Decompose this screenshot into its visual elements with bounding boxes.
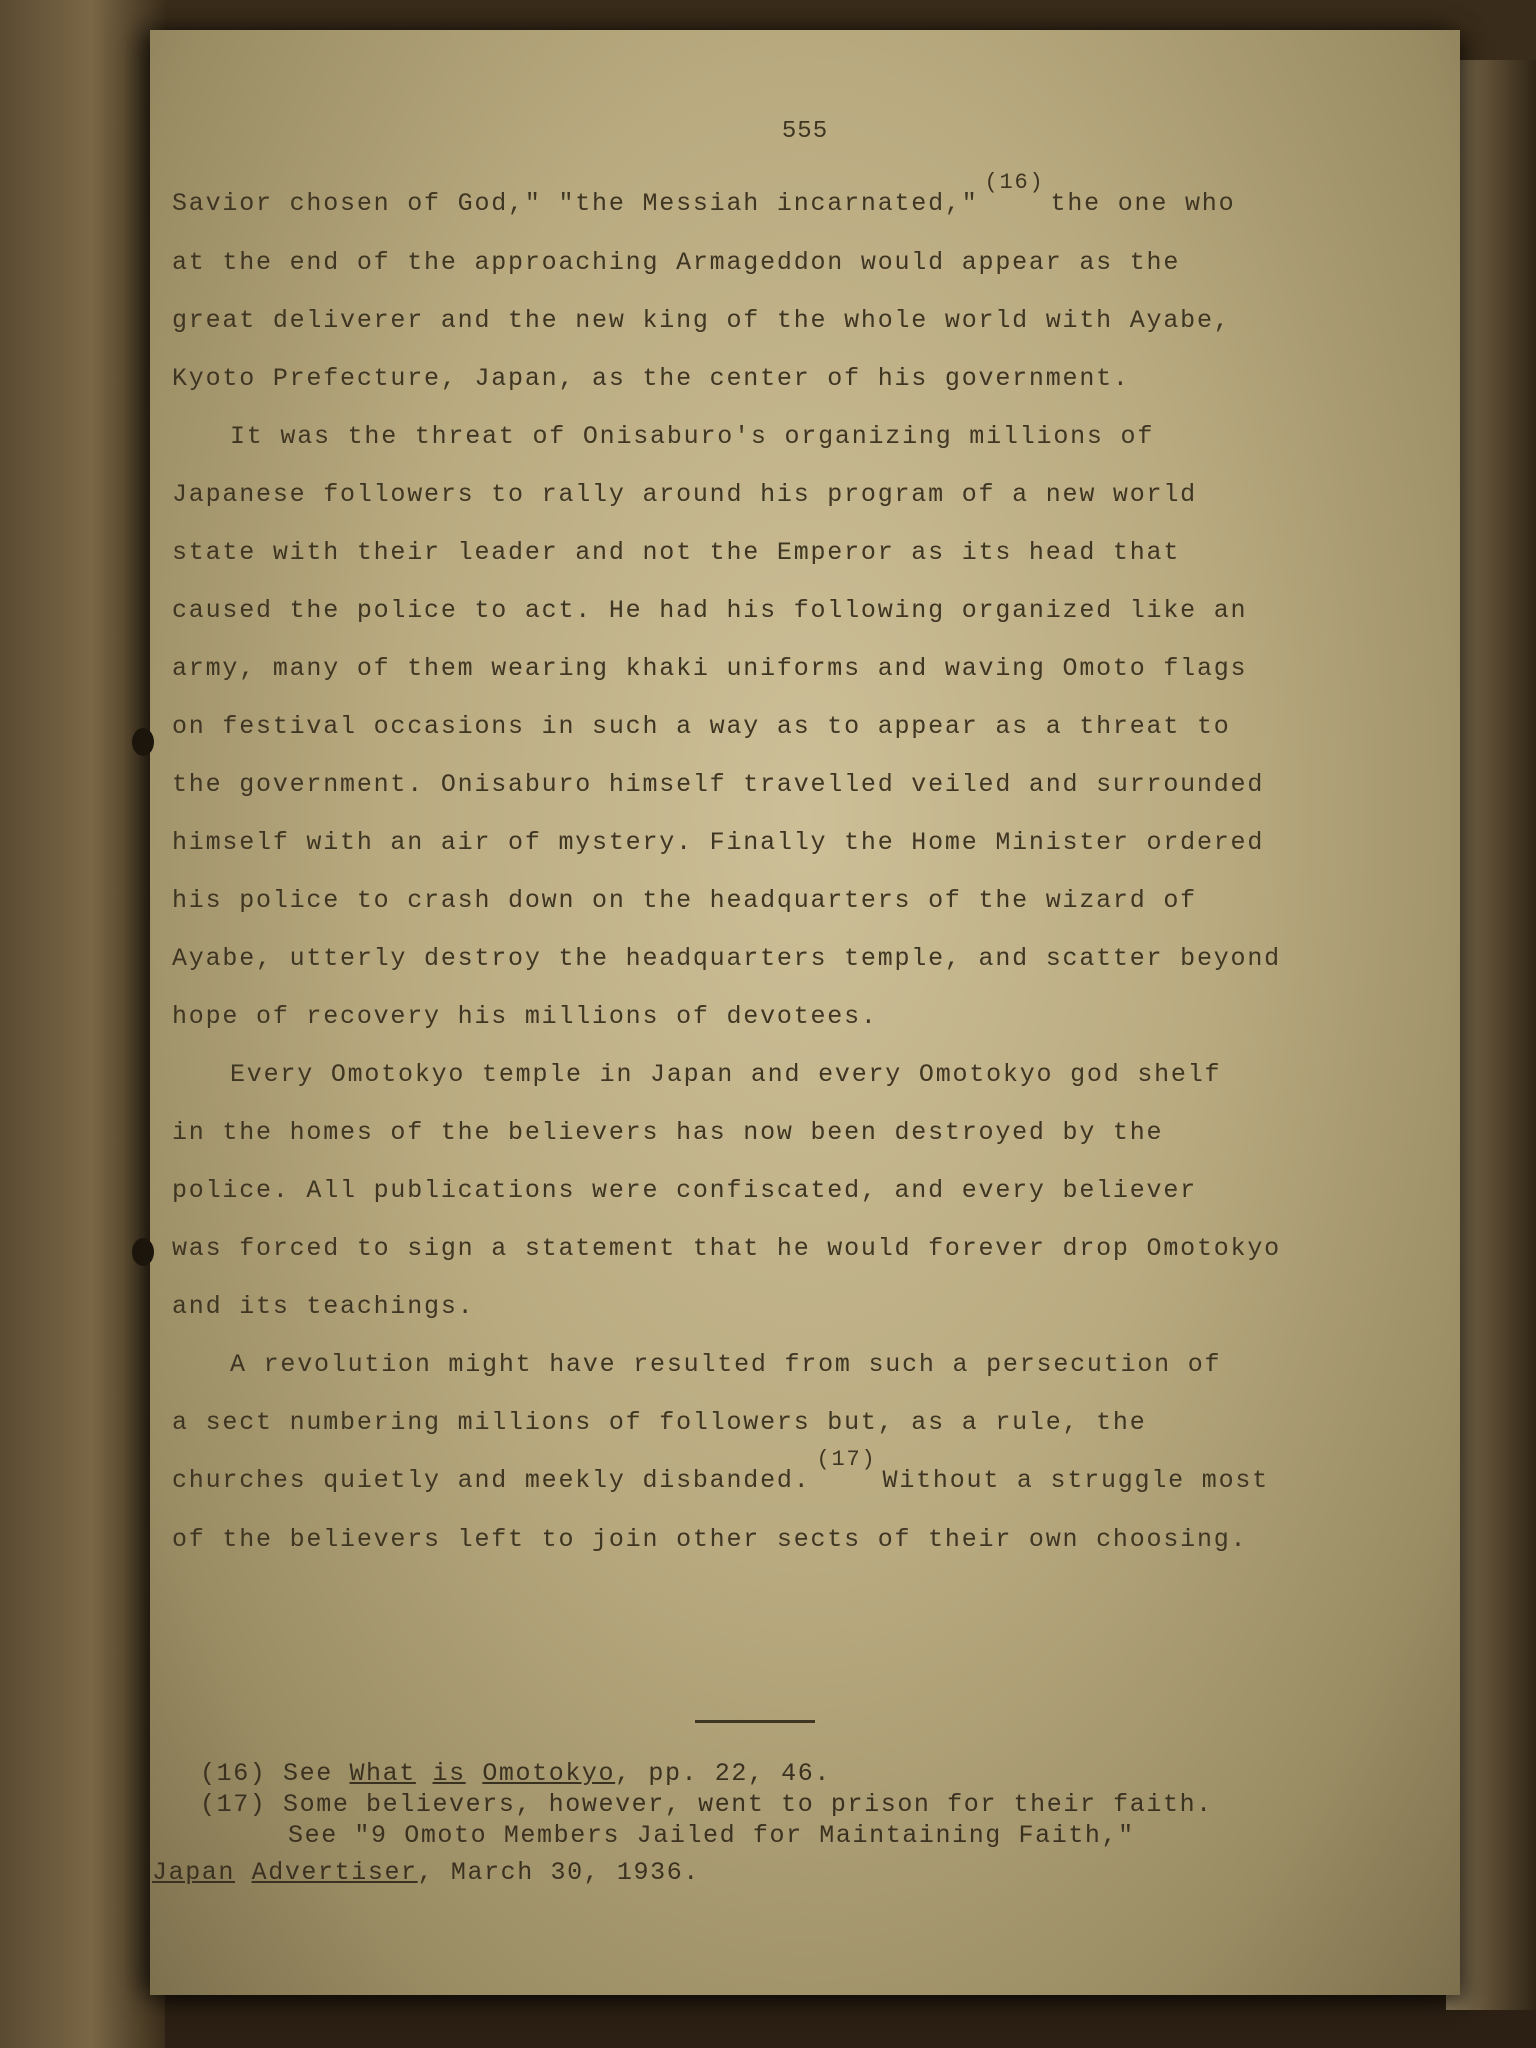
binding-hole — [132, 728, 154, 756]
cited-title-word: is — [432, 1759, 466, 1788]
text-line — [172, 1447, 1442, 1511]
text-line — [172, 1220, 1442, 1278]
line-text: himself with an air of mystery. Finally the Home Minister ordered — [172, 828, 1265, 857]
line-text: a sect numbering millions of followers but, as a rule, the — [172, 1408, 1147, 1437]
document-page — [150, 30, 1460, 1995]
footnote-number: (17) — [200, 1790, 267, 1819]
footnote-number: (16) — [200, 1759, 267, 1788]
text-line — [172, 408, 1442, 466]
footnote-text: Some believers, however, went to prison for their faith. — [283, 1790, 1213, 1819]
line-text: churches quietly and meekly disbanded. — [172, 1466, 811, 1495]
line-text: hope of recovery his millions of devotees. — [172, 1002, 878, 1031]
line-text: of the believers left to join other sects of their own choosing. — [172, 1525, 1248, 1554]
cited-publication-word: Advertiser — [251, 1858, 418, 1887]
text-line — [172, 1394, 1442, 1452]
text-line — [172, 170, 1442, 234]
binding-hole — [132, 1238, 154, 1266]
text-line — [172, 988, 1442, 1046]
footnote-continuation — [200, 1820, 1450, 1851]
text-line — [172, 814, 1442, 872]
line-text: Japanese followers to rally around his program of a new world — [172, 480, 1197, 509]
text-line — [172, 350, 1442, 408]
line-text: the government. Onisaburo himself travelled veiled and surrounded — [172, 770, 1265, 799]
text-line — [172, 1511, 1442, 1569]
line-text: on festival occasions in such a way as to appear as a threat to — [172, 712, 1231, 741]
facing-page-edge — [0, 0, 165, 2048]
line-text: Kyoto Prefecture, Japan, as the center of his government. — [172, 364, 1130, 393]
line-text: in the homes of the believers has now been destroyed by the — [172, 1118, 1164, 1147]
text-line — [172, 1104, 1442, 1162]
text-line — [172, 234, 1442, 292]
line-text: police. All publications were confiscated, and every believer — [172, 1176, 1197, 1205]
text-line — [172, 582, 1442, 640]
text-line — [172, 1278, 1442, 1336]
footnote-reference: (16) — [984, 170, 1045, 195]
line-text: Without a struggle most — [882, 1466, 1269, 1495]
text-line — [172, 292, 1442, 350]
footnote-text: See "9 Omoto Members Jailed for Maintaining Faith," — [288, 1821, 1135, 1850]
footnote-16 — [200, 1758, 1450, 1789]
line-text: A revolution might have resulted from such a persecution of — [230, 1350, 1222, 1379]
line-text: at the end of the approaching Armageddon would appear as the — [172, 248, 1181, 277]
footnote-text: , pp. 22, 46. — [615, 1759, 831, 1788]
line-text: caused the police to act. He had his following organized like an — [172, 596, 1248, 625]
body-text — [172, 170, 1442, 1569]
line-text: was forced to sign a statement that he would forever drop Omotokyo — [172, 1234, 1281, 1263]
text-line — [172, 756, 1442, 814]
line-text: It was the threat of Onisaburo's organizing millions of — [230, 422, 1155, 451]
text-line — [172, 640, 1442, 698]
paragraph — [172, 170, 1442, 408]
footnote-reference: (17) — [816, 1447, 877, 1472]
footnote-text: , March 30, 1936. — [417, 1858, 700, 1887]
paragraph — [172, 1046, 1442, 1336]
line-text: state with their leader and not the Emperor as its head that — [172, 538, 1181, 567]
footnote-text: See — [283, 1759, 333, 1788]
cited-title-word: Omotokyo — [482, 1759, 616, 1788]
paragraph — [172, 408, 1442, 1046]
cited-title-word: What — [349, 1759, 416, 1788]
text-line — [172, 1162, 1442, 1220]
footnote-continuation — [152, 1857, 1450, 1888]
line-text: Every Omotokyo temple in Japan and every Omotokyo god shelf — [230, 1060, 1222, 1089]
paragraph — [172, 1336, 1442, 1569]
text-line — [172, 524, 1442, 582]
footnotes — [152, 1758, 1450, 1888]
text-line — [172, 1336, 1442, 1394]
line-text: his police to crash down on the headquarters of the wizard of — [172, 886, 1197, 915]
text-line — [172, 1046, 1442, 1104]
line-text: Ayabe, utterly destroy the headquarters temple, and scatter beyond — [172, 944, 1281, 973]
line-text: army, many of them wearing khaki uniforms and waving Omoto flags — [172, 654, 1248, 683]
cited-publication-word: Japan — [152, 1858, 236, 1887]
text-line — [172, 466, 1442, 524]
text-line — [172, 872, 1442, 930]
footnote-17 — [200, 1789, 1450, 1820]
line-text: the one who — [1050, 189, 1236, 218]
text-line — [172, 930, 1442, 988]
footnote-separator — [695, 1720, 815, 1723]
line-text: great deliverer and the new king of the whole world with Ayabe, — [172, 306, 1231, 335]
page-number: 555 — [781, 118, 829, 145]
line-text: and its teachings. — [172, 1292, 475, 1321]
text-line — [172, 698, 1442, 756]
line-text: Savior chosen of God," "the Messiah incarnated," — [172, 189, 979, 218]
